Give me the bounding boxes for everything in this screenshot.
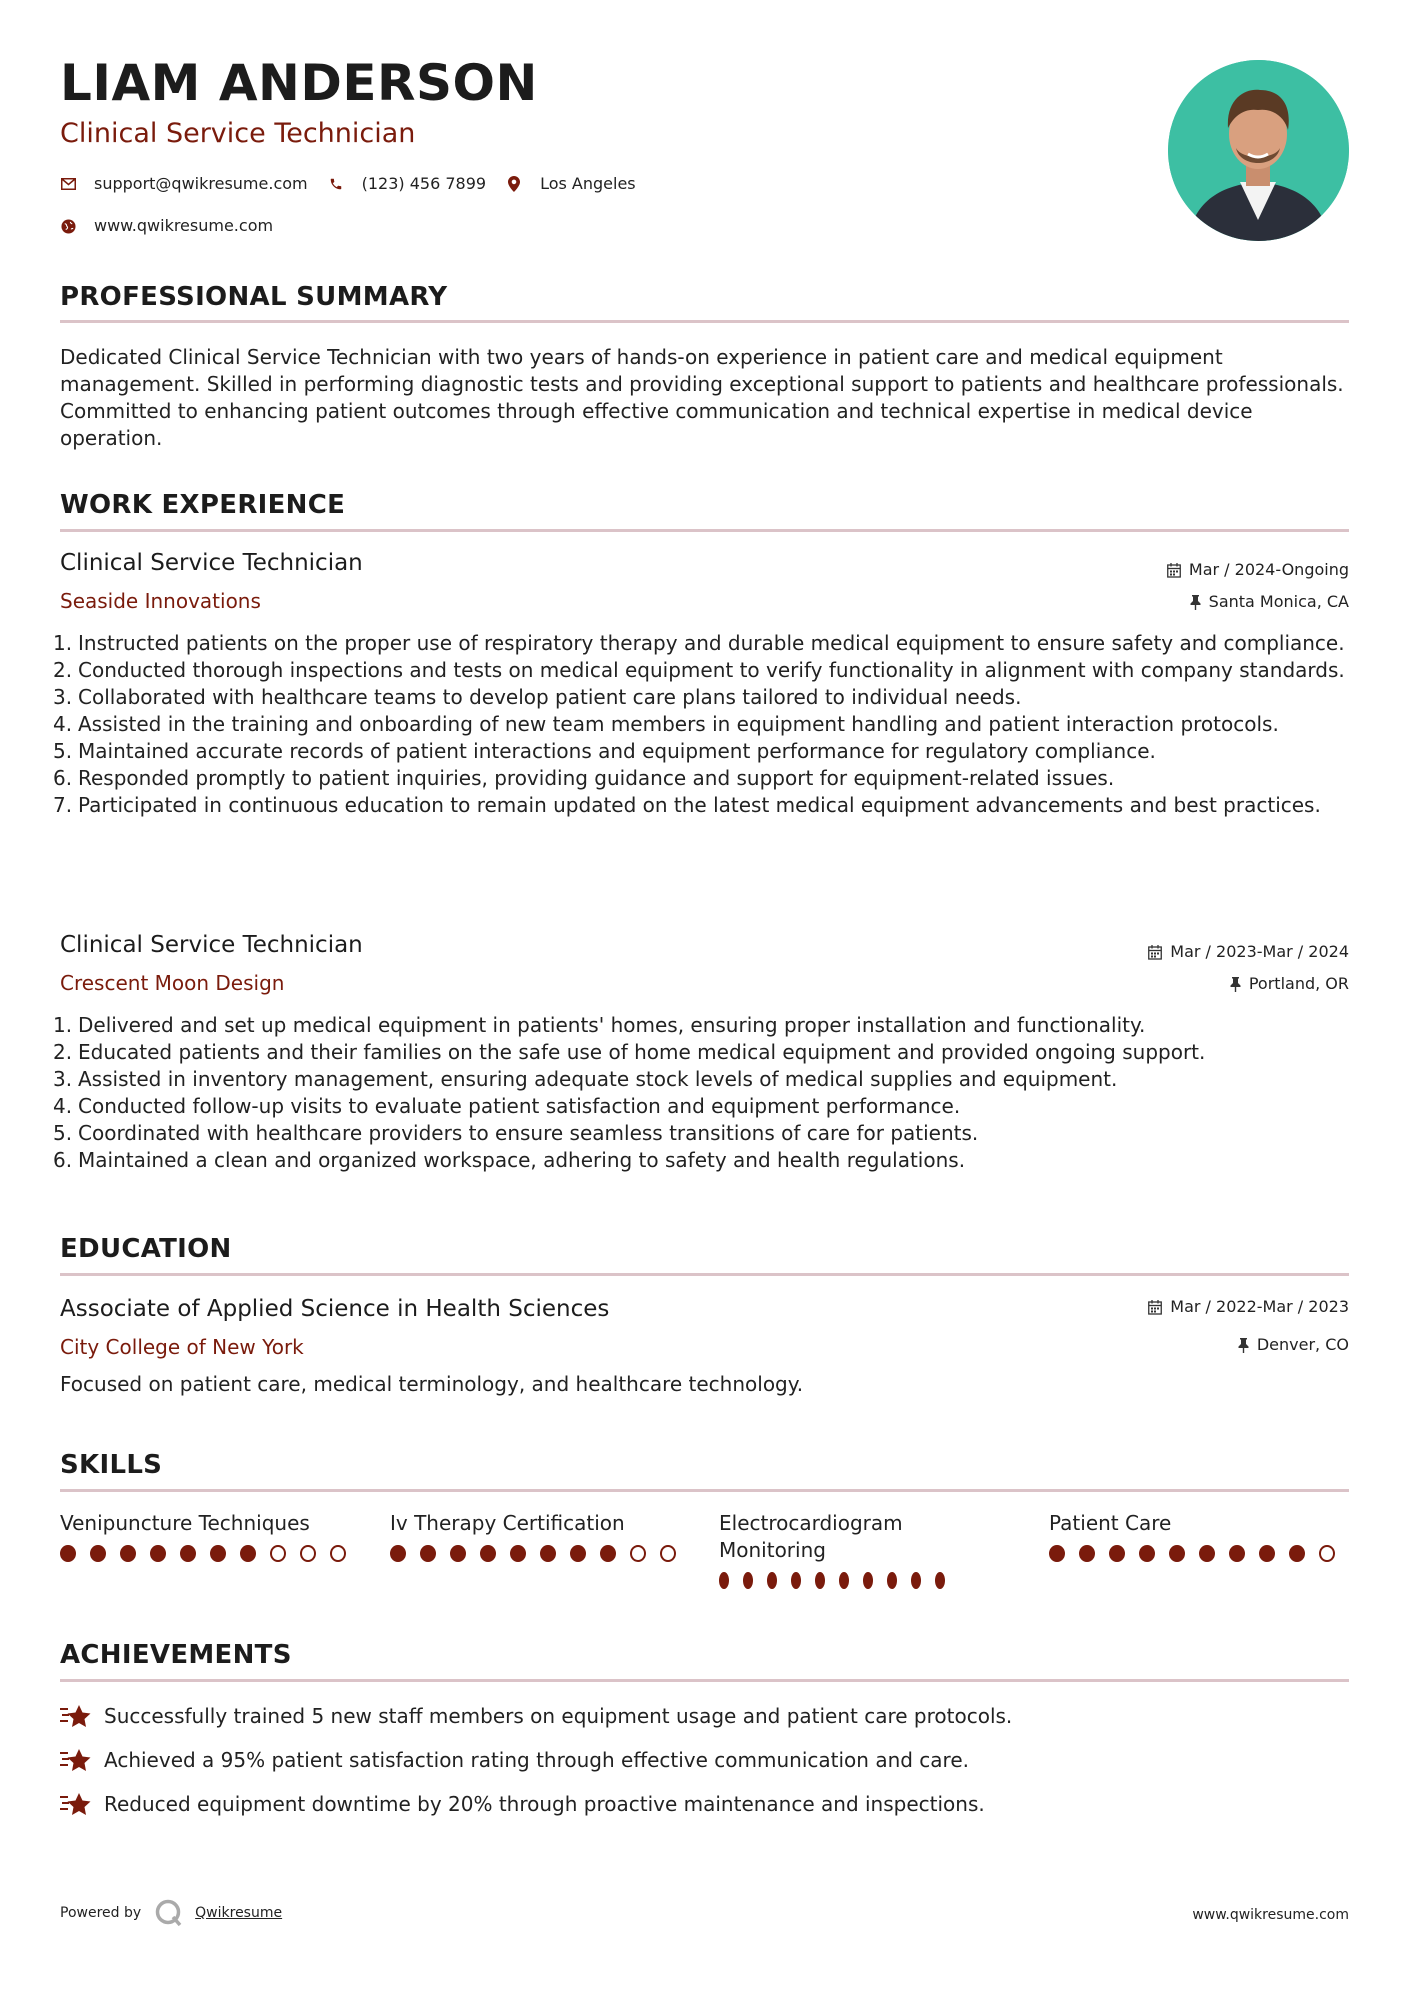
rating-dot-filled: [887, 1572, 897, 1589]
rating-dot-filled: [743, 1572, 753, 1589]
job-location: [1230, 976, 1349, 992]
rating-dot-filled: [1169, 1545, 1185, 1562]
list-item: 2. Educated patients and their families on the safe use of home medical equipment and provided ongoing support.: [53, 1040, 1206, 1064]
pushpin-icon: [1230, 977, 1241, 992]
section-divider: [60, 1489, 1349, 1492]
footer-website[interactable]: www.qwikresume.com: [1192, 1907, 1349, 1923]
pushpin-icon: [1238, 1338, 1249, 1353]
list-item: 4. Conducted follow-up visits to evaluate patient satisfaction and equipment performance.: [53, 1094, 961, 1118]
calendar-icon: [1167, 563, 1181, 578]
section-title-education: EDUCATION: [60, 1234, 232, 1264]
list-item: 3. Collaborated with healthcare teams to develop patient care plans tailored to individual needs.: [53, 685, 1022, 709]
candidate-name: LIAM ANDERSON: [60, 54, 538, 112]
achievement-item: [60, 1702, 1012, 1730]
qwikresume-logo-icon: [155, 1899, 183, 1927]
rating-dot-filled: [600, 1545, 616, 1562]
section-title-achievements: ACHIEVEMENTS: [60, 1640, 292, 1670]
rating-dot-filled: [480, 1545, 496, 1562]
list-item: 1. Delivered and set up medical equipment in patients' homes, ensuring proper installation and functionality.: [53, 1013, 1146, 1037]
job-dates: [1167, 562, 1349, 578]
education-school: City College of New York: [60, 1335, 304, 1359]
contact-row-website: [60, 218, 293, 234]
skill-rating: [390, 1545, 690, 1562]
rating-dot-filled: [150, 1545, 166, 1562]
education-dates: [1148, 1299, 1349, 1315]
rating-dot-filled: [863, 1572, 873, 1589]
rating-dot-empty: [270, 1545, 286, 1562]
rating-dot-filled: [1199, 1545, 1215, 1562]
rating-dot-filled: [540, 1545, 556, 1562]
rating-dot-filled: [90, 1545, 106, 1562]
rating-dot-filled: [420, 1545, 436, 1562]
calendar-icon: [1148, 1300, 1162, 1315]
star-achievement-icon: [60, 1746, 94, 1774]
list-item: 6. Maintained a clean and organized workspace, adhering to safety and health regulations.: [53, 1148, 966, 1172]
rating-dot-filled: [815, 1572, 825, 1589]
contact-website[interactable]: www.qwikresume.com: [94, 216, 274, 235]
job-dates-text: Mar / 2024-Ongoing: [1188, 560, 1349, 579]
summary-text: Dedicated Clinical Service Technician with two years of hands-on experience in patient care and medical equipment management. Skilled in performing diagnostic tests and providing exceptional support to patients and healthcare professionals. Committed to enhancing patient outcomes through effective communication and technical expertise in medical device operation.: [60, 345, 1344, 450]
education-location-text: Denver, CO: [1256, 1335, 1349, 1354]
star-achievement-icon: [60, 1790, 94, 1818]
phone-icon: [328, 176, 344, 192]
rating-dot-filled: [1049, 1545, 1065, 1562]
rating-dot-filled: [839, 1572, 849, 1589]
job-dates-text: Mar / 2023-Mar / 2024: [1170, 942, 1349, 961]
footer-powered-by: [60, 1899, 282, 1927]
section-title-experience: WORK EXPERIENCE: [60, 490, 346, 520]
list-item: 5. Coordinated with healthcare providers to ensure seamless transitions of care for patients.: [53, 1121, 979, 1145]
rating-dot-filled: [60, 1545, 76, 1562]
job-location-text: Santa Monica, CA: [1208, 592, 1349, 611]
contact-email[interactable]: support@qwikresume.com: [94, 174, 308, 193]
list-item: 5. Maintained accurate records of patient interactions and equipment performance for regulatory compliance.: [53, 739, 1156, 763]
job-title: Clinical Service Technician: [60, 932, 363, 958]
rating-dot-empty: [330, 1545, 346, 1562]
list-item: 6. Responded promptly to patient inquiries, providing guidance and support for equipment-related issues.: [53, 766, 1115, 790]
rating-dot-filled: [450, 1545, 466, 1562]
map-pin-icon: [506, 176, 522, 192]
section-divider: [60, 529, 1349, 532]
contact-phone: (123) 456 7899: [361, 174, 487, 193]
rating-dot-empty: [630, 1545, 646, 1562]
skill-item: [60, 1510, 360, 1562]
skill-item: [719, 1510, 959, 1589]
skill-rating: [60, 1545, 360, 1562]
powered-by-label: Powered by: [60, 1905, 142, 1921]
rating-dot-filled: [1109, 1545, 1125, 1562]
education-location: [1238, 1337, 1349, 1353]
rating-dot-filled: [1139, 1545, 1155, 1562]
achievement-text: Successfully trained 5 new staff members on equipment usage and patient care protocols.: [104, 1704, 1013, 1728]
pushpin-icon: [1190, 595, 1201, 610]
rating-dot-filled: [240, 1545, 256, 1562]
list-item: 7. Participated in continuous education to remain updated on the latest medical equipment advancements and best practices.: [53, 793, 1321, 817]
skill-item: [390, 1510, 690, 1562]
achievement-text: Reduced equipment downtime by 20% through proactive maintenance and inspections.: [104, 1792, 985, 1816]
education-dates-text: Mar / 2022-Mar / 2023: [1170, 1297, 1349, 1316]
rating-dot-filled: [180, 1545, 196, 1562]
section-divider: [60, 1273, 1349, 1276]
rating-dot-filled: [911, 1572, 921, 1589]
job-title: Clinical Service Technician: [60, 550, 363, 576]
list-item: 4. Assisted in the training and onboarding of new team members in equipment handling and patient interaction protocols.: [53, 712, 1279, 736]
rating-dot-filled: [1289, 1545, 1305, 1562]
education-description: Focused on patient care, medical terminology, and healthcare technology.: [60, 1372, 804, 1396]
calendar-icon: [1148, 945, 1162, 960]
rating-dot-filled: [570, 1545, 586, 1562]
rating-dot-filled: [767, 1572, 777, 1589]
rating-dot-filled: [390, 1545, 406, 1562]
rating-dot-filled: [120, 1545, 136, 1562]
section-divider: [60, 1679, 1349, 1682]
rating-dot-filled: [935, 1572, 945, 1589]
qwikresume-link[interactable]: Qwikresume: [195, 1905, 283, 1921]
achievement-text: Achieved a 95% patient satisfaction rating through effective communication and care.: [104, 1748, 969, 1772]
rating-dot-filled: [1259, 1545, 1275, 1562]
job-location-text: Portland, OR: [1248, 974, 1349, 993]
avatar: [1168, 60, 1349, 241]
skill-name: Electrocardiogram Monitoring: [719, 1511, 903, 1562]
job-company: Crescent Moon Design: [60, 971, 285, 995]
rating-dot-filled: [791, 1572, 801, 1589]
rating-dot-filled: [1229, 1545, 1245, 1562]
rating-dot-filled: [210, 1545, 226, 1562]
section-divider: [60, 320, 1349, 323]
skill-name: Patient Care: [1049, 1511, 1172, 1535]
job-dates: [1148, 944, 1349, 960]
skill-rating: [719, 1572, 959, 1589]
list-item: 1. Instructed patients on the proper use of respiratory therapy and durable medical equipment to ensure safety and compliance.: [53, 631, 1345, 655]
achievement-item: [60, 1746, 969, 1774]
rating-dot-filled: [1079, 1545, 1095, 1562]
section-title-summary: PROFESSIONAL SUMMARY: [60, 282, 448, 312]
globe-icon: [60, 218, 76, 234]
list-item: 2. Conducted thorough inspections and tests on medical equipment to verify functionality in alignment with company standards.: [53, 658, 1345, 682]
rating-dot-filled: [510, 1545, 526, 1562]
envelope-icon: [60, 176, 76, 192]
skill-name: Venipuncture Techniques: [60, 1511, 310, 1535]
rating-dot-empty: [660, 1545, 676, 1562]
job-location: [1190, 594, 1349, 610]
achievement-item: [60, 1790, 985, 1818]
job-bullets: [53, 1012, 1355, 1174]
list-item: 3. Assisted in inventory management, ensuring adequate stock levels of medical supplies and equipment.: [53, 1067, 1118, 1091]
rating-dot-empty: [300, 1545, 316, 1562]
section-title-skills: SKILLS: [60, 1450, 163, 1480]
contact-location: Los Angeles: [540, 174, 636, 193]
candidate-role: Clinical Service Technician: [60, 118, 416, 149]
skill-rating: [1049, 1545, 1349, 1562]
rating-dot-empty: [1319, 1545, 1335, 1562]
job-bullets: [53, 630, 1355, 819]
skill-name: Iv Therapy Certification: [390, 1511, 625, 1535]
skill-item: [1049, 1510, 1349, 1562]
star-achievement-icon: [60, 1702, 94, 1730]
education-degree: Associate of Applied Science in Health Sciences: [60, 1296, 610, 1322]
contact-row: [60, 176, 656, 192]
rating-dot-filled: [719, 1572, 729, 1589]
job-company: Seaside Innovations: [60, 589, 261, 613]
